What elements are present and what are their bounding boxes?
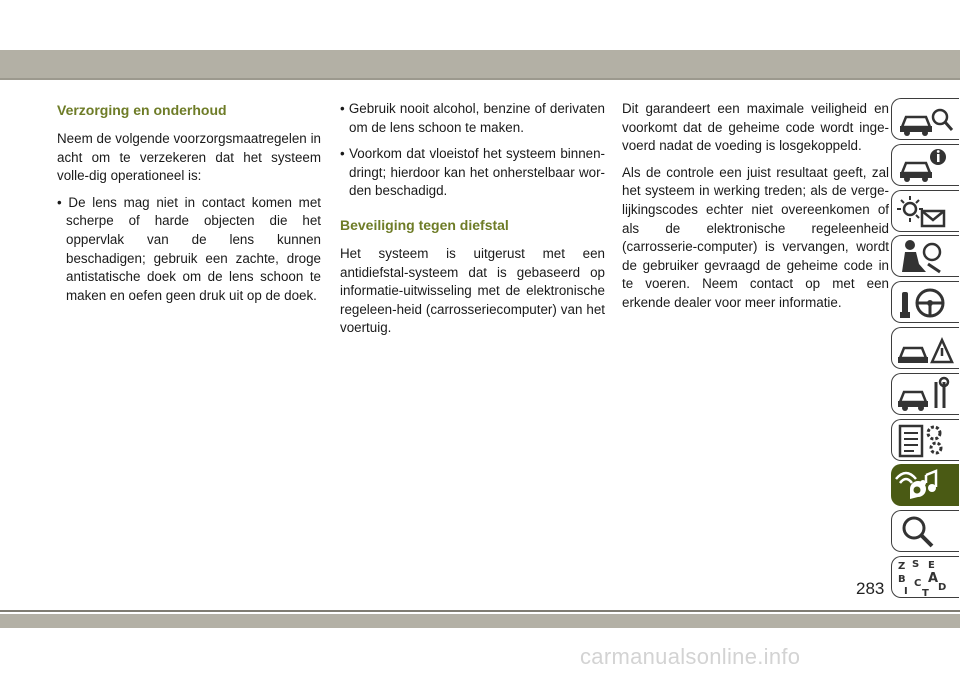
index-letter-a: A — [928, 570, 939, 586]
column-left — [57, 100, 321, 313]
tab-steering-wheel[interactable] — [891, 281, 959, 323]
index-letter-s: S — [912, 558, 920, 570]
header-band — [0, 50, 960, 78]
car-info-icon — [892, 145, 959, 186]
seat-airbag-icon — [892, 236, 959, 277]
index-letter-z: Z — [898, 560, 906, 572]
footer-band — [0, 614, 960, 628]
tab-index[interactable] — [891, 556, 959, 598]
chapter-tabs — [891, 98, 960, 602]
column-right — [622, 100, 889, 321]
alphabet-index-icon — [892, 557, 959, 598]
tab-car-search[interactable] — [891, 98, 959, 140]
tab-car-info[interactable] — [891, 144, 959, 186]
section-heading-care: Verzorging en onderhoud — [57, 102, 227, 118]
steering-wheel-icon — [892, 282, 959, 323]
car-warning-triangle-icon — [892, 328, 959, 369]
index-letter-d: D — [938, 581, 947, 593]
magnifier-icon — [892, 511, 959, 552]
car-wrench-icon — [892, 374, 959, 415]
index-letter-t: T — [922, 587, 929, 599]
bullet-no-liquid: • Voorkom dat vloeistof het systeem binnen-dringt; hierdoor kan het onherstelbaar wor-den beschadigd. — [340, 146, 605, 199]
tab-search[interactable] — [891, 510, 959, 552]
warning-lights-icon — [892, 191, 959, 232]
section-heading-antitheft: Beveiliging tegen diefstal — [340, 216, 509, 233]
paragraph-intro: Neem de volgende voorzorgsmaatregelen in acht om te verzekeren dat het systeem volle-dig operationeel is: — [57, 131, 321, 184]
tab-car-warning[interactable] — [891, 327, 959, 369]
page-number: 283 — [856, 579, 885, 598]
multimedia-music-icon — [892, 465, 959, 506]
header-rule — [0, 78, 960, 80]
bullet-no-alcohol: • Gebruik nooit alcohol, benzine of derivaten om de lens schoon te maken. — [340, 101, 605, 135]
column-middle — [340, 100, 605, 346]
index-letter-c: C — [914, 577, 922, 589]
tab-specifications[interactable] — [891, 419, 959, 461]
paragraph-antitheft: Het systeem is uitgerust met een antidiefstal-systeem dat is gebaseerd op informatie-uitwisseling met de elektronische regeleen-heid (carrosseriecomputer) van het voertuig. — [340, 245, 605, 336]
paragraph-code-check: Als de controle een juist resultaat geeft, zal het systeem in werking treden; als de verge-lijkingscodes echter niet overeenkomen of als de elektronische regeleenheid (carrosserie-computer) is vervangen, wordt de gebruiker gevraagd de geheime code in te voeren. Neem contact op met een erkende dealer voor meer informatie. — [622, 164, 889, 310]
footer-rule — [0, 610, 960, 612]
tab-seat-airbag[interactable] — [891, 235, 959, 277]
index-letter-e: E — [928, 559, 935, 571]
car-search-icon — [892, 99, 959, 140]
specifications-gear-icon — [892, 420, 959, 461]
tab-warning-lights[interactable] — [891, 190, 959, 232]
index-letter-b: B — [898, 573, 906, 585]
bullet-lens-contact: • De lens mag niet in contact komen met scherpe of harde objecten die het oppervlak van de lens kunnen beschadigen; gebruik een zachte, droge antistatische doek om de lens schoon te maken en oefen geen druk uit op de doek. — [57, 194, 321, 303]
tab-multimedia[interactable] — [891, 464, 959, 506]
watermark: carmanualsonline.info — [580, 644, 801, 669]
tab-car-wrench[interactable] — [891, 373, 959, 415]
paragraph-security: Dit garandeert een maximale veiligheid en voorkomt dat de geheime code wordt inge-voerd nadat de voeding is losgekoppeld. — [622, 101, 889, 154]
index-letter-i: I — [904, 585, 908, 597]
